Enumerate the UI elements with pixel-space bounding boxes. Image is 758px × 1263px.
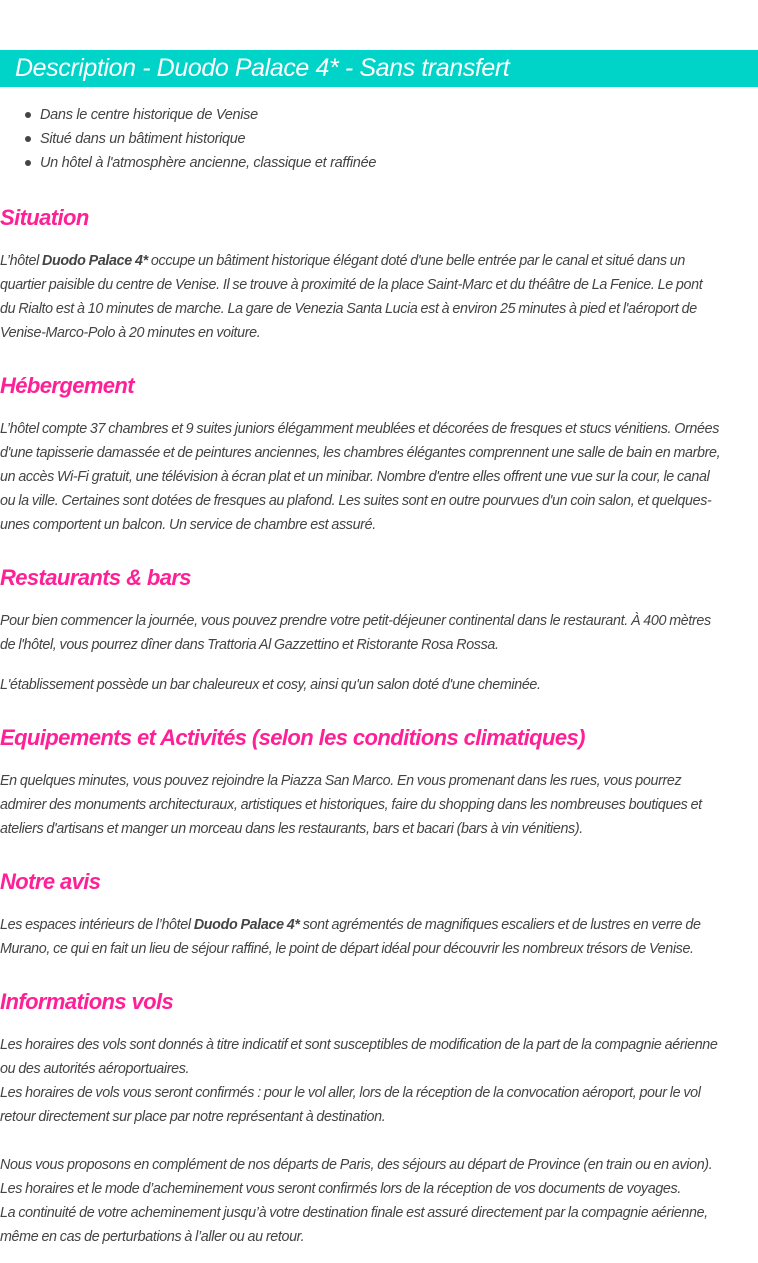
section-avis	[0, 867, 758, 961]
section-hebergement	[0, 371, 758, 537]
equipements-paragraph: En quelques minutes, vous pouvez rejoindre la Piazza San Marco. En vous promenant dans les rues, vous pourrez admirer des monuments architecturaux, artistiques et historiques, faire du shopping dans les nombreuses boutiques et ateliers d'artisans et manger un morceau dans les restaurants, bars et bacari (bars à vin vénitiens).	[0, 773, 702, 837]
bullet-icon	[25, 112, 31, 118]
section-title-equipements: Equipements et Activités (selon les conditions climatiques)	[0, 725, 585, 750]
hotel-name: Duodo Palace 4*	[193, 917, 300, 933]
avis-paragraph: Les espaces intérieurs de l’hôtel Duodo Palace 4* sont agrémentés de magnifiques escaliers et de lustres en verre de Murano, ce qui en fait un lieu de séjour raffiné, le point de départ idéal pour découvrir les nombreux trésors de Venise.	[0, 917, 701, 957]
bullet-icon	[25, 160, 31, 166]
section-restaurants	[0, 563, 758, 697]
section-equipements	[0, 723, 758, 841]
highlight-item: Dans le centre historique de Venise	[0, 103, 376, 127]
section-title-vols: Informations vols	[0, 989, 174, 1014]
section-title-restaurants: Restaurants & bars	[0, 565, 191, 590]
highlights-list	[0, 103, 376, 175]
vols-paragraph-1: Les horaires des vols sont donnés à titre indicatif et sont susceptibles de modification de la part de la compagnie aérienne ou des autorités aéroportuaires. Les horaires de vols vous seront confirmés : pour le vol aller, lors de la réception de la convocation aéroport, pour le vol retour directement sur place par notre représentant à destination.	[0, 1037, 718, 1125]
section-title-hebergement: Hébergement	[0, 373, 134, 398]
section-vols	[0, 987, 758, 1249]
vols-paragraph-2: Nous vous proposons en complément de nos départs de Paris, des séjours au départ de Province (en train ou en avion). Les horaires et le mode d’acheminement vous seront confirmés lors de la réception de vos documents de voyages. La continuité de votre acheminement jusqu’à votre destination finale est assuré directement par la compagnie aérienne, même en cas de perturbations à l’aller ou au retour.	[0, 1157, 713, 1245]
restaurants-paragraph-1: Pour bien commencer la journée, vous pouvez prendre votre petit-déjeuner continental dans le restaurant. À 400 mètres de l'hôtel, vous pourrez dîner dans Trattoria Al Gazzettino et Ristorante Rosa Rossa.	[0, 613, 711, 653]
situation-paragraph: L’hôtel Duodo Palace 4* occupe un bâtiment historique élégant doté d'une belle entrée par le canal et situé dans un quartier paisible du centre de Venise. Il se trouve à proximité de la place Saint-Marc et du théâtre de La Fenice. Le pont du Rialto est à 10 minutes de marche. La gare de Venezia Santa Lucia est à environ 25 minutes à pied et l'aéroport de Venise-Marco-Polo à 20 minutes en voiture.	[0, 253, 703, 341]
description-banner	[0, 50, 758, 87]
section-title-avis: Notre avis	[0, 869, 101, 894]
banner-title: Description - Duodo Palace 4* - Sans transfert	[15, 54, 510, 82]
restaurants-paragraph-2: L'établissement possède un bar chaleureux et cosy, ainsi qu'un salon doté d'une cheminée.	[0, 677, 541, 693]
highlight-item: Un hôtel à l'atmosphère ancienne, classique et raffinée	[0, 151, 376, 175]
hebergement-paragraph: L’hôtel compte 37 chambres et 9 suites juniors élégamment meublées et décorées de fresques et stucs vénitiens. Ornées d'une tapisserie damassée et de peintures anciennes, les chambres élégantes comprennent une salle de bain en marbre, un accès Wi-Fi gratuit, une télévision à écran plat et un minibar. Nombre d'entre elles offrent une vue sur la cour, le canal ou la ville. Certaines sont dotées de fresques au plafond. Les suites sont en outre pourvues d'un coin salon, et quelques- unes comportent un balcon. Un service de chambre est assuré.	[0, 421, 721, 533]
hotel-name: Duodo Palace 4*	[42, 253, 148, 269]
section-title-situation: Situation	[0, 205, 89, 230]
bullet-icon	[25, 136, 31, 142]
section-situation	[0, 203, 758, 345]
highlight-item: Situé dans un bâtiment historique	[0, 127, 376, 151]
